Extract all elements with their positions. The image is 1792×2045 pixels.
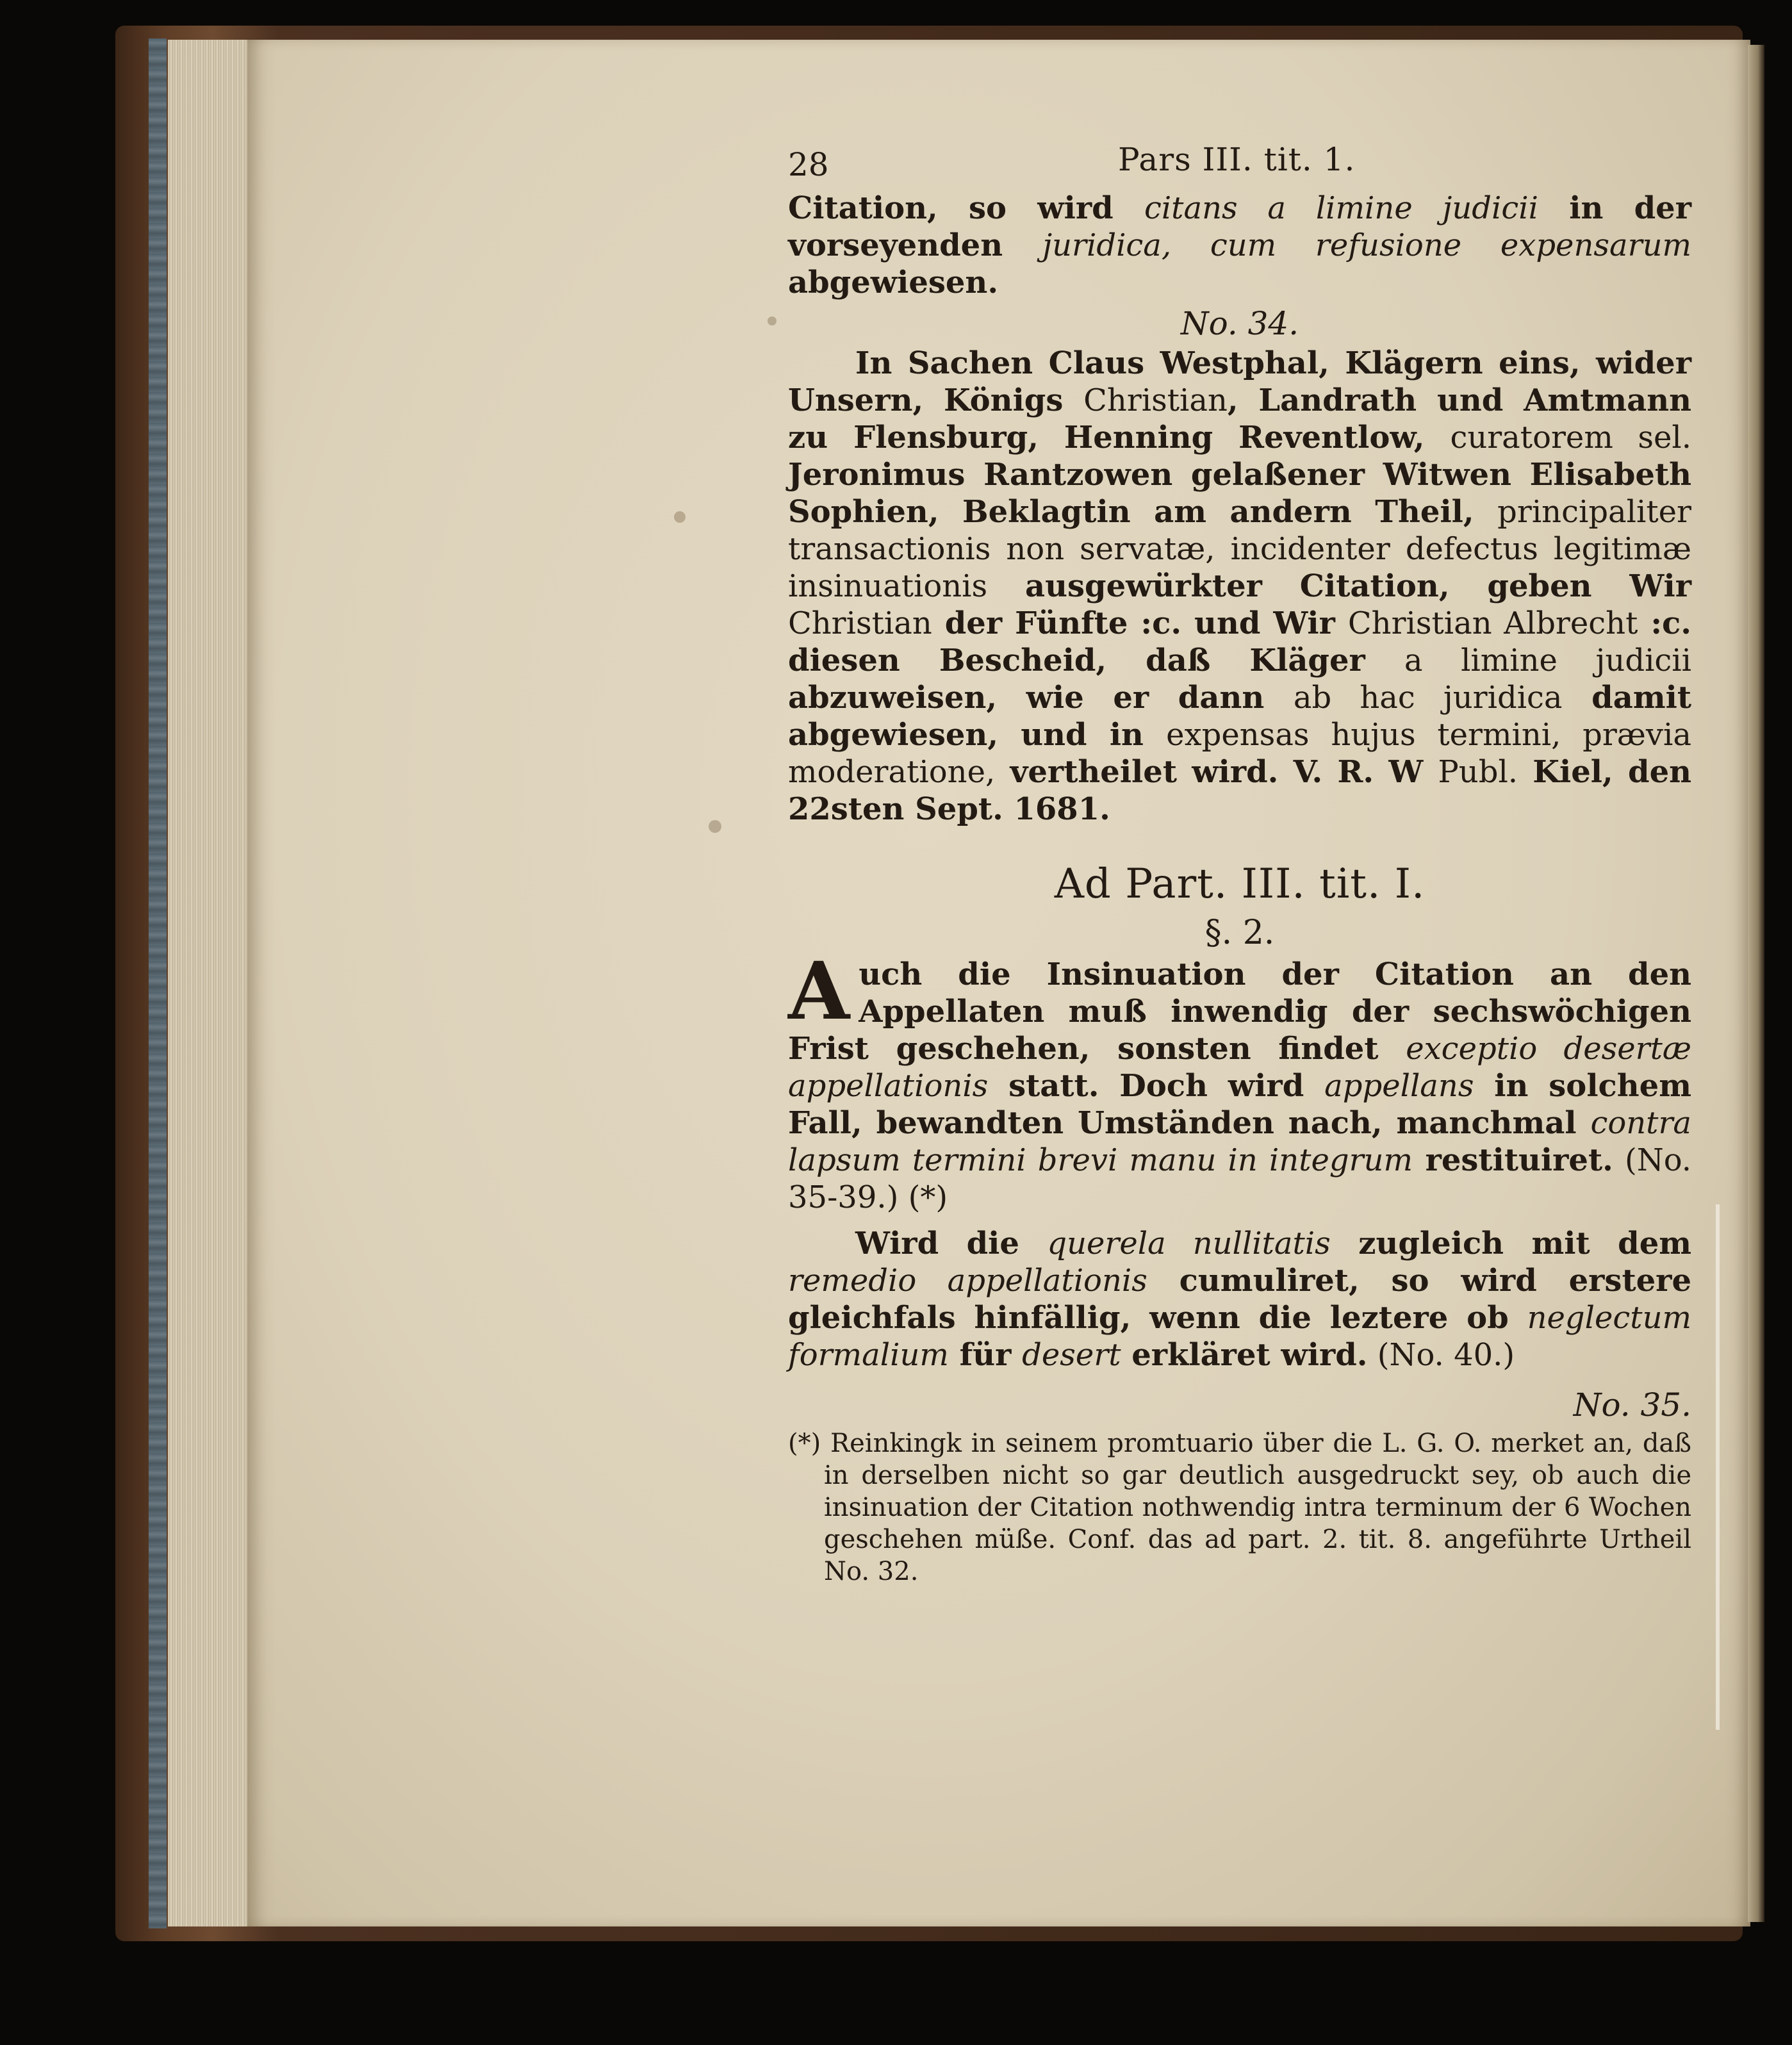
paragraph-3-text	[788, 945, 1692, 1215]
text-block	[788, 128, 1691, 1588]
text-run: das	[1136, 1525, 1205, 1554]
text-run: Christian	[1083, 382, 1228, 418]
text-run: über die L. G. O. merket an, daß in derselben nicht so gar deutlich ausgedruckt sey, ob auch die	[824, 1429, 1691, 1490]
text-run: abgewiesen.	[788, 265, 999, 300]
text-run: vertheilet wird. V. R. W	[995, 754, 1438, 790]
text-run: , Landrath und Amtmann zu Flensburg, Henning Reventlow,	[788, 382, 1691, 456]
text-run: ab hac juridica	[1293, 680, 1563, 716]
text-run: restituiret.	[1413, 1142, 1613, 1178]
text-run: citans a limine judicii	[1144, 190, 1538, 226]
text-run: cumuliret, so wird erstere gleichfals hinfällig, wenn die leztere ob	[788, 1263, 1691, 1336]
text-run: a limine judicii	[1404, 643, 1692, 678]
paper-stain	[768, 316, 777, 325]
text-run: promtuario	[1107, 1429, 1254, 1458]
text-run: intra terminum	[1304, 1493, 1503, 1522]
running-head	[788, 128, 1691, 190]
page-number: 28	[788, 146, 829, 183]
text-run: querela nullitatis	[1047, 1226, 1331, 1261]
book-spine-edge	[149, 38, 167, 1928]
text-run: uch die Insinuation der Citation an den Appellaten muß inwendig der sechswöchigen Frist geschehen, sonsten findet	[788, 957, 1691, 1067]
text-run: principaliter transactionis non servatæ, incidenter defectus legitimæ insinuationis	[788, 494, 1691, 604]
text-run: für	[948, 1337, 1023, 1373]
text-run: Wird die	[855, 1226, 1048, 1261]
text-run: juridica, cum refusione expensarum	[1042, 227, 1691, 263]
text-run: No. 32.	[824, 1557, 919, 1586]
text-run: damit abgewiesen, und in	[788, 680, 1692, 753]
text-run: (*) Reinkingk in seinem	[788, 1429, 1108, 1458]
text-run: ad part. 2. tit. 8.	[1204, 1525, 1432, 1554]
case-number-34: No. 34.	[1180, 305, 1299, 342]
text-run: zugleich mit dem	[1330, 1226, 1692, 1261]
text-run: der 6 Wochen geschehen müße.	[824, 1493, 1691, 1554]
text-run: Christian Albrecht	[1347, 605, 1638, 641]
text-run: (No. 40.)	[1367, 1337, 1515, 1373]
paragraph-case-34	[788, 345, 1691, 828]
paragraph-3	[788, 945, 1692, 1216]
text-run: ausgewürkter Citation, geben Wir	[987, 568, 1691, 604]
text-run: erkläret wird.	[1121, 1337, 1368, 1373]
text-run: appellans	[1324, 1068, 1474, 1104]
text-run: Conf.	[1067, 1525, 1137, 1554]
text-run: abzuweisen, wie er dann	[788, 680, 1294, 716]
text-run: (No. 35-39.) (*)	[788, 1142, 1692, 1215]
page-right-edge	[1748, 45, 1764, 1922]
section-sign: §. 2.	[1204, 914, 1275, 952]
page-stack-edges	[168, 40, 250, 1926]
text-run: statt. Doch wird	[988, 1068, 1325, 1104]
text-run: Kiel, den 22sten Sept. 1681.	[788, 754, 1692, 827]
text-run: Christian	[788, 605, 932, 641]
text-run: curatorem sel.	[1450, 420, 1691, 456]
text-run: contra lapsum termini brevi manu in integrum	[788, 1105, 1691, 1178]
text-run: exceptio desertæ appellationis	[788, 1031, 1691, 1104]
text-run: :c. diesen Bescheid, daß Kläger	[788, 605, 1691, 678]
text-run: neglectum formalium	[788, 1300, 1691, 1373]
text-run: expensas hujus termini, prævia moderatione,	[788, 717, 1691, 790]
running-head-title: Pars III. tit. 1.	[1118, 141, 1356, 178]
text-run: in der vorseyenden	[788, 190, 1691, 263]
text-run: insinuation	[824, 1493, 969, 1522]
text-run: remedio appellationis	[788, 1263, 1147, 1299]
footnote	[788, 1427, 1691, 1588]
text-run: der Fünfte :c. und Wir	[932, 605, 1348, 641]
section-title: Ad Part. III. tit. I.	[1054, 860, 1426, 908]
text-run: Publ.	[1438, 754, 1518, 790]
case-number-35: No. 35.	[1573, 1386, 1691, 1424]
text-run: In Sachen Claus Westphal, Klägern eins, wider Unsern, Königs	[788, 345, 1691, 418]
text-run: in solchem Fall, bewandten Umständen nach, manchmal	[788, 1068, 1692, 1141]
text-run: der Citation nothwendig	[968, 1493, 1304, 1522]
paragraph-1	[788, 190, 1691, 301]
paper-stain	[709, 820, 721, 833]
drop-cap: A	[788, 945, 850, 1038]
text-run: Jeronimus Rantzowen gelaßener Witwen Elisabeth Sophien, Beklagtin am andern Theil,	[788, 457, 1691, 530]
paragraph-4	[788, 1225, 1691, 1374]
text-run: angeführte Urtheil	[1431, 1525, 1691, 1554]
text-run: Citation, so wird	[788, 190, 1144, 226]
bookmark-ribbon	[1716, 1204, 1720, 1730]
text-run: desert	[1022, 1337, 1121, 1373]
paper-stain	[674, 511, 686, 523]
